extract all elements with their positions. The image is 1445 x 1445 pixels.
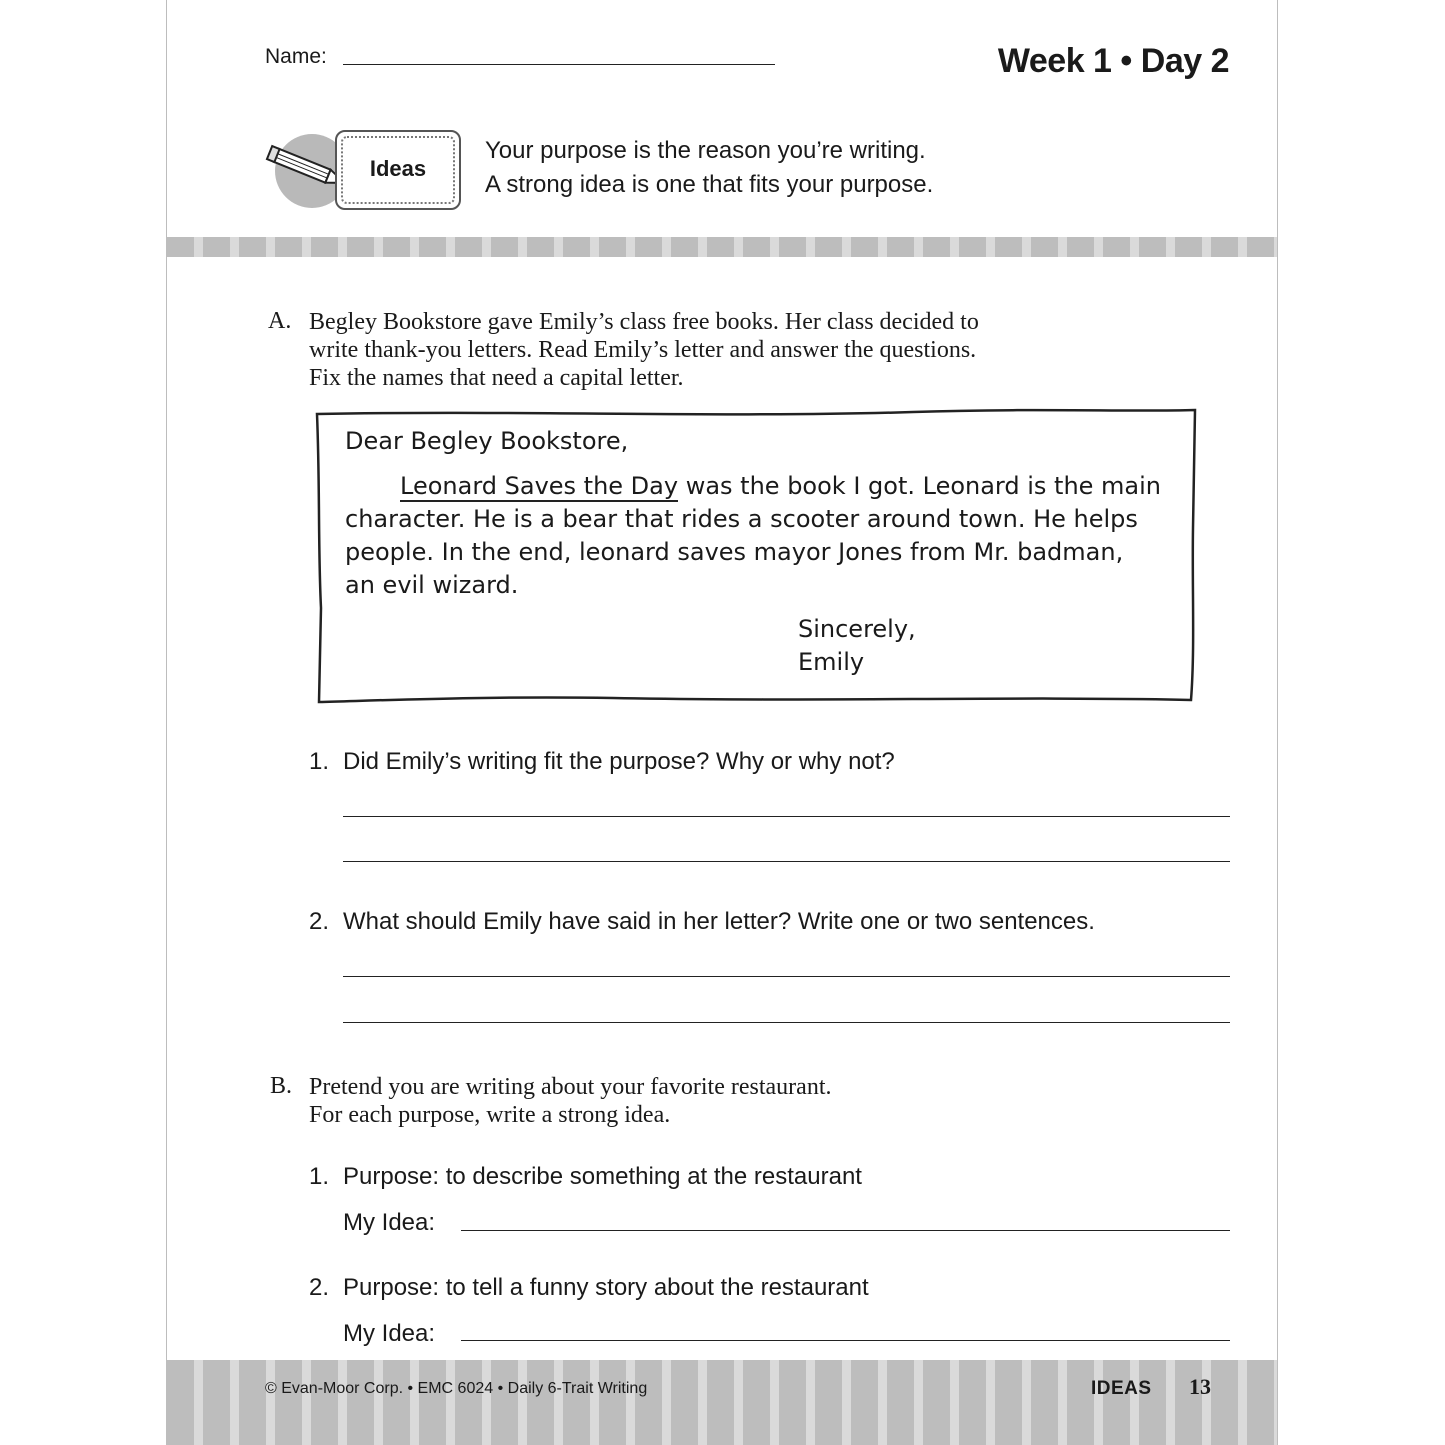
- closing: Sincerely,: [798, 615, 916, 643]
- worksheet-page: [166, 0, 1278, 1445]
- idea-answer-line[interactable]: [461, 1340, 1230, 1341]
- letter-closing: [798, 613, 916, 679]
- page-number: 13: [1189, 1374, 1211, 1399]
- question-a2-number: 2.: [309, 908, 330, 935]
- question-a1-number: 1.: [309, 748, 330, 775]
- question-a1-text: Did Emily’s writing fit the purpose? Why or why not?: [343, 748, 895, 775]
- idea-answer-line[interactable]: [461, 1230, 1230, 1231]
- answer-line[interactable]: [343, 976, 1230, 977]
- answer-line[interactable]: [343, 1022, 1230, 1023]
- question-b2-text: Purpose: to tell a funny story about the restaurant: [343, 1274, 869, 1301]
- section-b-letter: B.: [270, 1073, 293, 1099]
- name-label: Name:: [265, 45, 327, 68]
- section-a-letter: A.: [268, 308, 292, 334]
- question-b1-number: 1.: [309, 1163, 330, 1190]
- footer-copyright: © Evan-Moor Corp. • EMC 6024 • Daily 6-Trait Writing: [265, 1380, 648, 1397]
- question-b1-text: Purpose: to describe something at the restaurant: [343, 1163, 862, 1190]
- name-answer-line[interactable]: [343, 64, 775, 65]
- letter-line-3: people. In the end, leonard saves mayor Jones from Mr. badman,: [345, 538, 1124, 566]
- trait-tag: [335, 130, 461, 210]
- week-day-title: Week 1 • Day 2: [997, 42, 1229, 80]
- section-a-line-2: write thank-you letters. Read Emily’s letter and answer the questions.: [309, 337, 977, 363]
- book-title: Leonard Saves the Day: [400, 472, 679, 500]
- idea-label: My Idea:: [343, 1320, 436, 1347]
- section-a-line-3: Fix the names that need a capital letter.: [309, 365, 684, 391]
- signature: Emily: [798, 648, 865, 676]
- footer-stripe: [167, 1360, 1277, 1445]
- header-divider-stripe: [167, 237, 1277, 257]
- section-b-instructions: [309, 1073, 832, 1129]
- letter-line-4: an evil wizard.: [345, 571, 519, 599]
- idea-label: My Idea:: [343, 1209, 436, 1236]
- question-a2-text: What should Emily have said in her letter? Write one or two sentences.: [343, 908, 1095, 935]
- section-b-line-1: Pretend you are writing about your favorite restaurant.: [309, 1074, 832, 1100]
- letter-body: [345, 470, 1185, 602]
- trait-intro: [485, 134, 933, 202]
- answer-line[interactable]: [343, 816, 1230, 817]
- section-a-instructions: [309, 308, 979, 392]
- intro-line-1: Your purpose is the reason you’re writing.: [485, 137, 926, 164]
- letter-line-1: was the book I got. Leonard is the main: [678, 472, 1162, 500]
- letter-greeting: Dear Begley Bookstore,: [345, 427, 629, 455]
- intro-line-2: A strong idea is one that fits your purpose.: [485, 171, 934, 198]
- question-b2-number: 2.: [309, 1274, 330, 1301]
- letter-line-2: character. He is a bear that rides a scooter around town. He helps: [345, 505, 1138, 533]
- trait-label: Ideas: [369, 156, 427, 181]
- footer-trait: IDEAS: [1091, 1378, 1152, 1399]
- answer-line[interactable]: [343, 861, 1230, 862]
- section-b-line-2: For each purpose, write a strong idea.: [309, 1102, 671, 1128]
- section-a-line-1: Begley Bookstore gave Emily’s class free books. Her class decided to: [309, 309, 979, 335]
